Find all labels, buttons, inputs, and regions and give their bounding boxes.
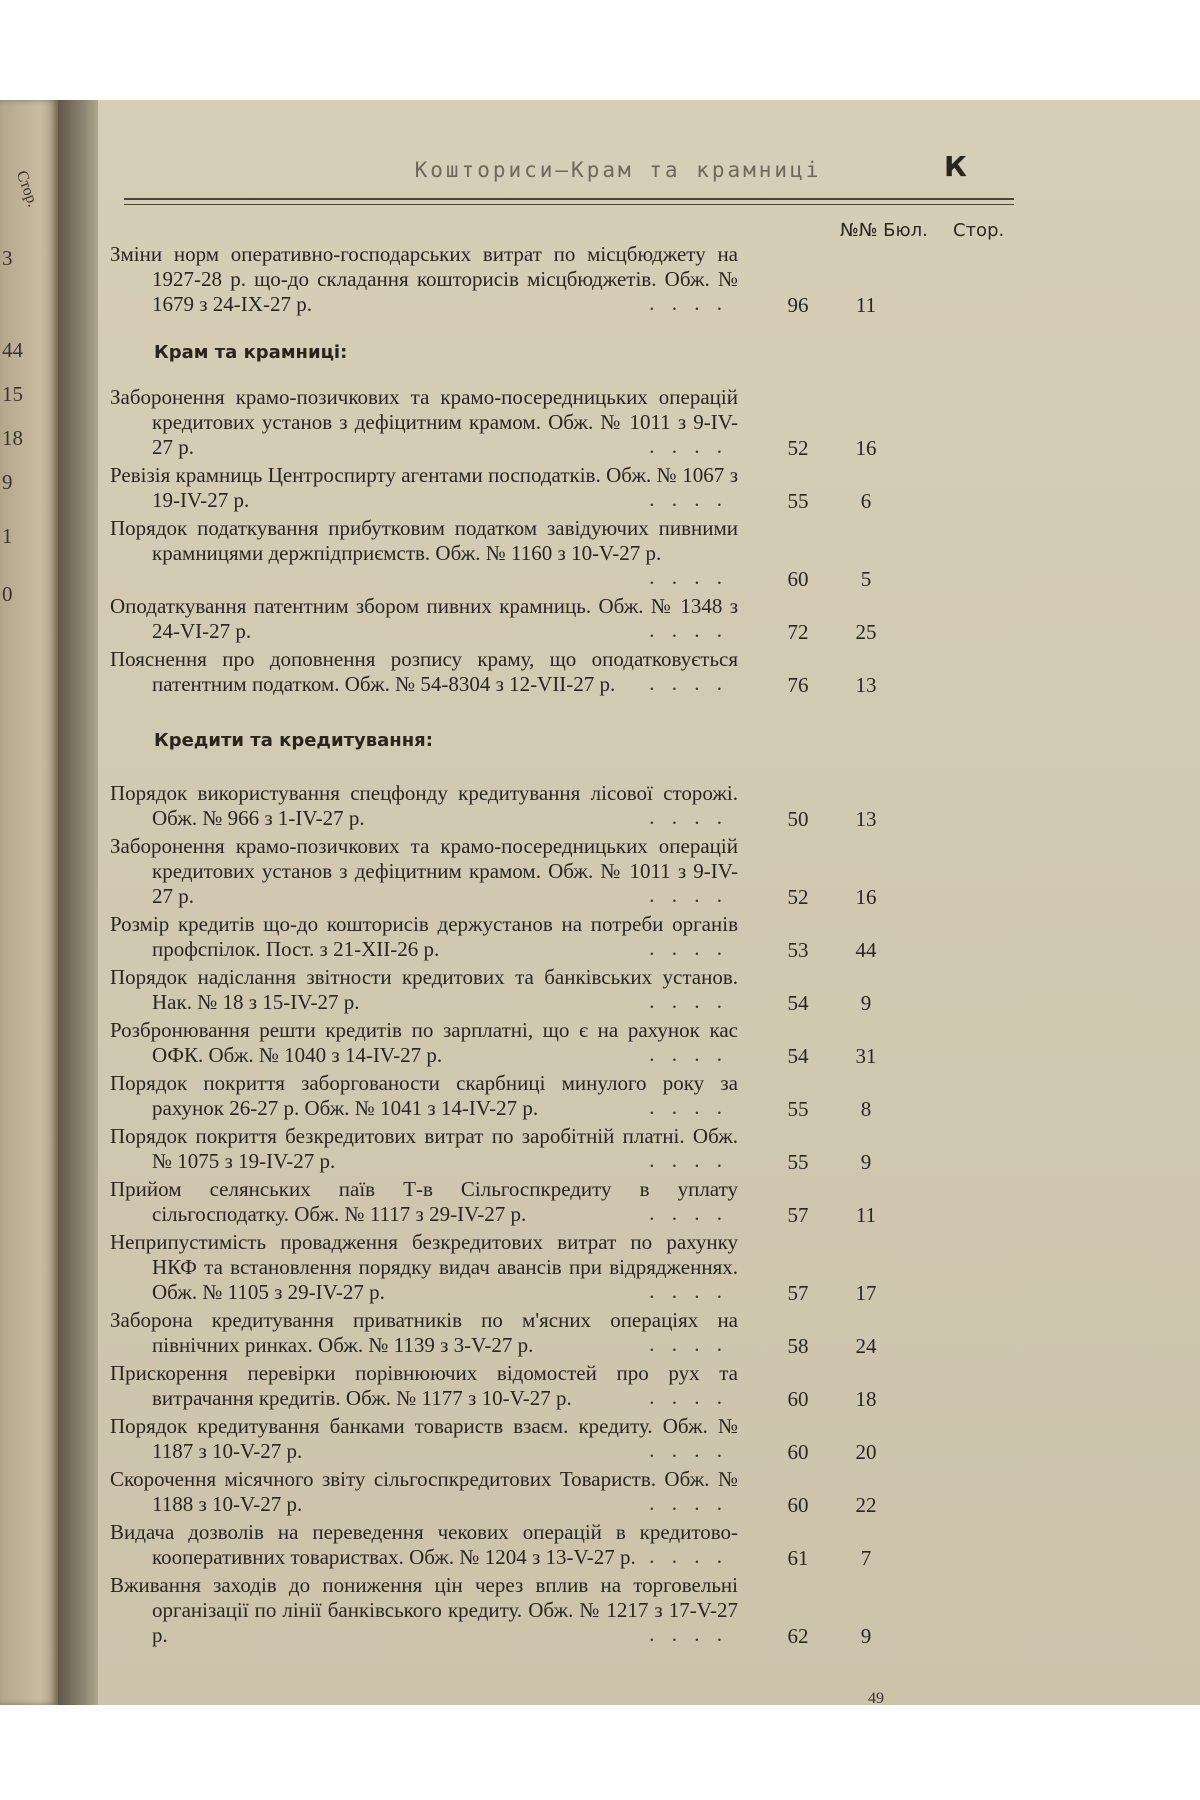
leader-dots: . . . .	[649, 1279, 728, 1303]
entry-text: Заборонення крамо-позичкових та крамо-посередницьких операцій кредитових установ з дефіцитним крамом. Обж. № 1011 з 9-IV-27 р.	[110, 834, 738, 908]
page-number: 16	[855, 885, 877, 909]
bulletin-number: 60	[787, 1440, 809, 1464]
index-entry	[98, 385, 1200, 463]
bulletin-number: 72	[787, 620, 809, 644]
running-title: Кошториси—Крам та крамниці	[414, 158, 822, 182]
page-number: 8	[860, 1097, 872, 1121]
previous-page-fragment: 9	[2, 470, 13, 494]
header-rule-thin	[124, 204, 1014, 205]
leader-dots: . . . .	[649, 1438, 728, 1462]
bulletin-number: 50	[787, 807, 809, 831]
entry-text: Порядок покриття заборгованости скарбниці минулого року за рахунок 26-27 р. Обж. № 1041 з 14-IV-27 р.	[110, 1071, 738, 1120]
page-number: 11	[855, 1203, 877, 1227]
leader-dots: . . . .	[649, 883, 728, 907]
entry-text: Порядок надіслання звітности кредитових та банківських установ. Нак. № 18 з 15-IV-27 р.	[110, 965, 738, 1014]
index-entry	[98, 1573, 1200, 1651]
page-number: 9	[860, 1150, 872, 1174]
previous-page-edge	[0, 100, 58, 1705]
bulletin-number: 54	[787, 991, 809, 1015]
column-heading-bulletin: №№ Бюл.	[840, 220, 928, 241]
index-entry	[98, 1230, 1200, 1308]
entry-text: Прийом селянських паїв Т-в Сільгоспкредиту в уплату сільгосподатку. Обж. № 1117 з 29-IV-27 р.	[110, 1177, 738, 1226]
previous-page-fragment: 18	[2, 426, 23, 450]
section-letter: К	[944, 150, 967, 183]
entry-text: Порядок кредитування банками товариств взаєм. кредиту. Обж. № 1187 з 10-V-27 р.	[110, 1414, 738, 1463]
leader-dots: . . . .	[649, 671, 728, 695]
page-number: 13	[855, 673, 877, 697]
bulletin-number: 61	[787, 1546, 809, 1570]
leader-dots: . . . .	[649, 565, 728, 589]
index-entry	[98, 1520, 1200, 1573]
entry-text: Неприпустимість провадження безкредитових витрат по рахунку НКФ та встановлення порядку видач авансів при відрядженнях. Обж. № 1105 з 29-IV-27 р.	[110, 1230, 738, 1304]
bulletin-number: 60	[787, 567, 809, 591]
header-rule	[124, 198, 1014, 200]
book-gutter	[58, 100, 98, 1705]
page-number: 9	[860, 991, 872, 1015]
index-entry	[98, 781, 1200, 834]
section-title: Крам та крамниці:	[154, 342, 348, 363]
page-number: 20	[855, 1440, 877, 1464]
entry-text: Ревізія крамниць Центроспирту агентами посподатків. Обж. № 1067 з 19-IV-27 р.	[110, 463, 738, 512]
leader-dots: . . . .	[649, 1201, 728, 1225]
entry-text: Видача дозволів на переведення чекових операцій в кредитово-кооперативних товариствах. Обж. № 1204 з 13-V-27 р.	[110, 1520, 738, 1569]
page-number: 16	[855, 436, 877, 460]
index-entry	[98, 516, 1200, 594]
index-entry	[98, 1467, 1200, 1520]
index-entry	[98, 1361, 1200, 1414]
previous-page-fragment: 44	[2, 338, 23, 362]
leader-dots: . . . .	[649, 1622, 728, 1646]
page-number: 9	[860, 1624, 872, 1648]
index-entry	[98, 1177, 1200, 1230]
leader-dots: . . . .	[649, 1491, 728, 1515]
bulletin-number: 55	[787, 489, 809, 513]
index-entry	[98, 594, 1200, 647]
bulletin-number: 57	[787, 1203, 809, 1227]
bottom-margin	[0, 1705, 1200, 1800]
leader-dots: . . . .	[649, 1095, 728, 1119]
bulletin-number: 60	[787, 1493, 809, 1517]
page-number: 7	[860, 1546, 872, 1570]
entry-text: Зміни норм оперативно-господарських витрат по місцбюджету на 1927-28 р. що-до складання кошторисів місцбюджетів. Обж. № 1679 з 24-IX-27 р.	[110, 242, 738, 316]
entry-text: Пояснення про доповнення розпису краму, що оподатковується патентним податком. Обж. № 54-8304 з 12-VII-27 р.	[110, 647, 738, 696]
section-title: Кредити та кредитування:	[154, 730, 433, 751]
bulletin-number: 52	[787, 436, 809, 460]
leader-dots: . . . .	[649, 1148, 728, 1172]
page-number: 17	[855, 1281, 877, 1305]
bulletin-number: 57	[787, 1281, 809, 1305]
leader-dots: . . . .	[649, 291, 728, 315]
entry-text: Прискорення перевірки порівнюючих відомостей про рух та витрачання кредитів. Обж. № 1177 з 10-V-27 р.	[110, 1361, 738, 1410]
bulletin-number: 76	[787, 673, 809, 697]
leader-dots: . . . .	[649, 618, 728, 642]
bulletin-number: 52	[787, 885, 809, 909]
entry-text: Скорочення місячного звіту сільгоспкредитових Товариств. Обж. № 1188 з 10-V-27 р.	[110, 1467, 738, 1516]
bulletin-number: 55	[787, 1150, 809, 1174]
leader-dots: . . . .	[649, 1385, 728, 1409]
page-number: 13	[855, 807, 877, 831]
leader-dots: . . . .	[649, 805, 728, 829]
leader-dots: . . . .	[649, 434, 728, 458]
entry-text: Заборона кредитування приватників по м'ясних операціях на північних ринках. Обж. № 1139 з 3-V-27 р.	[110, 1308, 738, 1357]
column-heading-page: Стор.	[953, 220, 1005, 241]
entry-text: Заборонення крамо-позичкових та крамо-посередницьких операцій кредитових установ з дефіцитним крамом. Обж. № 1011 з 9-IV-27 р.	[110, 385, 738, 459]
index-entry	[98, 647, 1200, 700]
index-entry	[98, 1124, 1200, 1177]
index-entry	[98, 1071, 1200, 1124]
entry-text: Вживання заходів до пониження цін через вплив на торговельні організації по лінії банківського кредиту. Обж. № 1217 з 17-V-27 р.	[110, 1573, 738, 1647]
page-number: 25	[855, 620, 877, 644]
page-number: 11	[855, 293, 877, 317]
leader-dots: . . . .	[649, 989, 728, 1013]
bulletin-number: 54	[787, 1044, 809, 1068]
bulletin-number: 53	[787, 938, 809, 962]
entry-text: Розбронювання решти кредитів по зарплатні, що є на рахунок кас ОФК. Обж. № 1040 з 14-IV-27 р.	[110, 1018, 738, 1067]
previous-page-fragment: 15	[2, 382, 23, 406]
page-number: 24	[855, 1334, 877, 1358]
leader-dots: . . . .	[649, 1042, 728, 1066]
previous-page-fragment: 1	[2, 524, 13, 548]
leader-dots: . . . .	[649, 1544, 728, 1568]
index-entry	[98, 834, 1200, 912]
entry-text: Оподаткування патентним збором пивних крамниць. Обж. № 1348 з 24-VI-27 р.	[110, 594, 738, 643]
bulletin-number: 96	[787, 293, 809, 317]
bulletin-number: 62	[787, 1624, 809, 1648]
index-entry	[98, 912, 1200, 965]
entry-text: Порядок використування спецфонду кредитування лісової сторожі. Обж. № 966 з 1-IV-27 р.	[110, 781, 738, 830]
page-number: 5	[860, 567, 872, 591]
document-page	[98, 100, 1200, 1705]
leader-dots: . . . .	[649, 487, 728, 511]
bulletin-number: 55	[787, 1097, 809, 1121]
index-entry	[98, 242, 1200, 320]
page-number: 6	[860, 489, 872, 513]
page-number: 31	[855, 1044, 877, 1068]
previous-page-fragment: 0	[2, 582, 13, 606]
page-number: 18	[855, 1387, 877, 1411]
photo-background	[0, 100, 1200, 1705]
index-entry	[98, 463, 1200, 516]
bulletin-number: 60	[787, 1387, 809, 1411]
previous-page-fragment: 3	[2, 246, 13, 270]
leader-dots: . . . .	[649, 936, 728, 960]
entry-text: Розмір кредитів що-до кошторисів держустанов на потреби органів профспілок. Пост. з 21-XII-26 р.	[110, 912, 738, 961]
index-entry	[98, 1414, 1200, 1467]
index-entries	[98, 242, 1200, 1651]
entry-text: Порядок податкування прибутковим податком завідуючих пивними крамницями держпідприємств. Обж. № 1160 з 10-V-27 р.	[110, 516, 738, 565]
leader-dots: . . . .	[649, 1332, 728, 1356]
page-number: 44	[855, 938, 877, 962]
entry-text: Порядок покриття безкредитових витрат по заробітній платні. Обж. № 1075 з 19-IV-27 р.	[110, 1124, 738, 1173]
index-entry	[98, 1308, 1200, 1361]
page-folio: 49	[868, 1690, 884, 1705]
previous-page-fragment: Стор.	[12, 168, 42, 210]
bulletin-number: 58	[787, 1334, 809, 1358]
page-number: 22	[855, 1493, 877, 1517]
index-entry	[98, 1018, 1200, 1071]
index-entry	[98, 965, 1200, 1018]
